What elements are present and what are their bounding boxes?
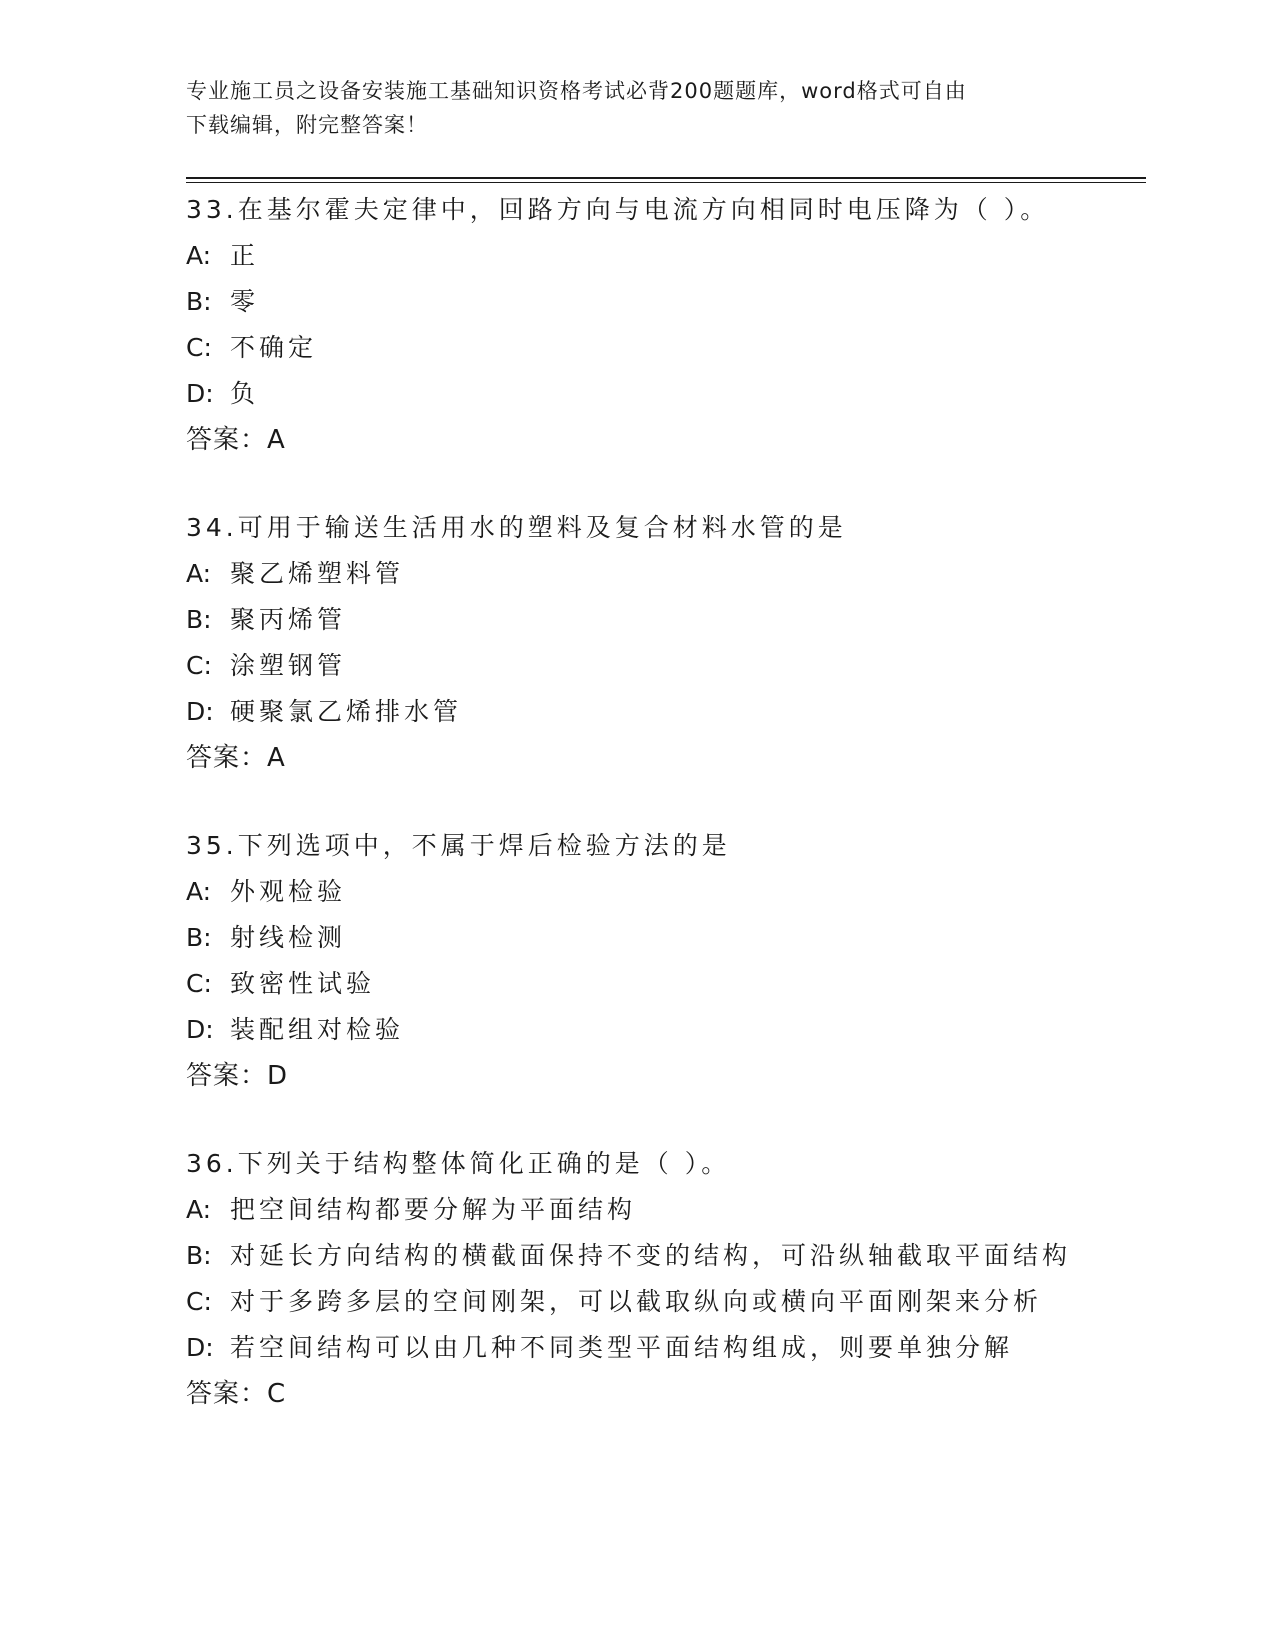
answer-line: 答案：A — [186, 425, 286, 455]
option-letter: A: — [186, 241, 212, 270]
option-b — [186, 597, 1186, 643]
question-34 — [186, 505, 1186, 781]
option-d — [186, 1325, 1186, 1371]
option-letter: D: — [186, 379, 214, 408]
question-stem: 35.下列选项中，不属于焊后检验方法的是 — [186, 831, 731, 860]
option-letter: C: — [186, 1287, 212, 1316]
option-text: 致密性试验 — [230, 969, 376, 998]
header-divider — [186, 177, 1146, 183]
option-letter: B: — [186, 287, 212, 316]
answer-line: 答案：C — [186, 1379, 287, 1409]
option-letter: A: — [186, 877, 212, 906]
question-stem: 36.下列关于结构整体简化正确的是（ ）。 — [186, 1149, 731, 1178]
question-33 — [186, 187, 1186, 463]
question-list — [186, 187, 1186, 1459]
option-letter: C: — [186, 333, 212, 362]
question-36 — [186, 1141, 1186, 1417]
option-text: 硬聚氯乙烯排水管 — [230, 697, 463, 726]
answer-line: 答案：A — [186, 743, 286, 773]
option-letter: D: — [186, 697, 214, 726]
question-stem: 34.可用于输送生活用水的塑料及复合材料水管的是 — [186, 513, 847, 542]
option-a — [186, 551, 1186, 597]
option-letter: A: — [186, 559, 212, 588]
option-d — [186, 1007, 1186, 1053]
option-text: 负 — [230, 379, 260, 408]
option-text: 外观检验 — [230, 877, 347, 906]
question-35 — [186, 823, 1186, 1099]
option-letter: B: — [186, 923, 212, 952]
option-letter: B: — [186, 605, 212, 634]
option-text: 把空间结构都要分解为平面结构 — [230, 1195, 637, 1224]
option-d — [186, 371, 1186, 417]
option-d — [186, 689, 1186, 735]
option-text: 对延长方向结构的横截面保持不变的结构，可沿纵轴截取平面结构 — [230, 1241, 1072, 1270]
option-letter: C: — [186, 969, 212, 998]
answer-line: 答案：D — [186, 1061, 289, 1091]
header-line-1: 专业施工员之设备安装施工基础知识资格考试必背200题题库，word格式可自由 — [186, 79, 967, 103]
option-c — [186, 325, 1186, 371]
option-text: 零 — [230, 287, 260, 316]
option-text: 聚丙烯管 — [230, 605, 347, 634]
question-stem: 33.在基尔霍夫定律中，回路方向与电流方向相同时电压降为（ ）。 — [186, 195, 1050, 224]
option-a — [186, 869, 1186, 915]
option-c — [186, 961, 1186, 1007]
option-b — [186, 1233, 1186, 1279]
option-text: 涂塑钢管 — [230, 651, 347, 680]
option-letter: D: — [186, 1333, 214, 1362]
option-letter: B: — [186, 1241, 212, 1270]
option-c — [186, 1279, 1186, 1325]
option-text: 不确定 — [230, 333, 318, 362]
option-b — [186, 915, 1186, 961]
header-line-2: 下载编辑，附完整答案！ — [186, 113, 428, 137]
option-a — [186, 233, 1186, 279]
option-a — [186, 1187, 1186, 1233]
option-b — [186, 279, 1186, 325]
option-letter: C: — [186, 651, 212, 680]
option-text: 正 — [230, 241, 260, 270]
document-header — [186, 74, 1066, 142]
option-text: 对于多跨多层的空间刚架，可以截取纵向或横向平面刚架来分析 — [230, 1287, 1043, 1316]
option-text: 若空间结构可以由几种不同类型平面结构组成，则要单独分解 — [230, 1333, 1014, 1362]
option-text: 射线检测 — [230, 923, 347, 952]
option-letter: D: — [186, 1015, 214, 1044]
option-text: 装配组对检验 — [230, 1015, 405, 1044]
option-c — [186, 643, 1186, 689]
option-text: 聚乙烯塑料管 — [230, 559, 405, 588]
option-letter: A: — [186, 1195, 212, 1224]
